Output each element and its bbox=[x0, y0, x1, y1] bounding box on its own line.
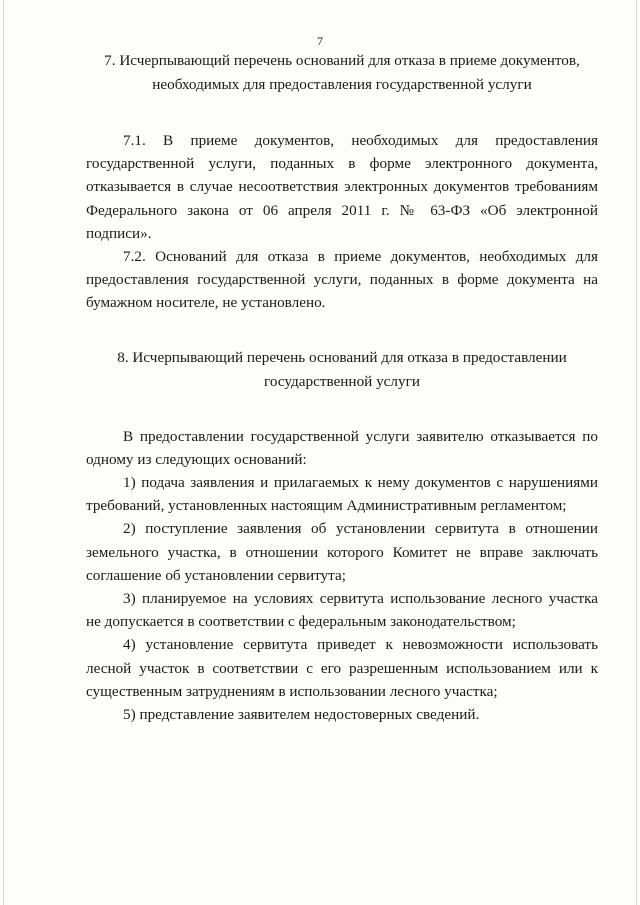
document-body bbox=[86, 49, 598, 726]
list-item: 3) планируемое на условиях сервитута использование лесного участка не допускается в соответствии с федеральным законодательством; bbox=[86, 590, 598, 631]
page-right-edge bbox=[636, 0, 637, 905]
section-8-heading bbox=[86, 346, 598, 394]
list-item: 1) подача заявления и прилагаемых к нему документов с нарушениями требований, установленных настоящим Административным регламентом; bbox=[86, 474, 598, 515]
paragraph-8-intro: В предоставлении государственной услуги заявителю отказывается по одному из следующих оснований: bbox=[86, 427, 598, 468]
list-item: 2) поступление заявления об установлении сервитута в отношении земельного участка, в отношении которого Комитет не вправе заключать соглашение об установлении сервитута; bbox=[86, 520, 598, 584]
page-number: 7 bbox=[317, 34, 323, 48]
page-left-edge bbox=[3, 0, 4, 905]
section-7-heading bbox=[86, 49, 598, 97]
section-7-heading-line-2: необходимых для предоставления государственной услуги bbox=[152, 76, 532, 93]
paragraph-7-2: 7.2. Оснований для отказа в приеме документов, необходимых для предоставления государственной услуги, поданных в форме документа на бумажном носителе, не установлено. bbox=[86, 248, 598, 312]
list-item: 4) установление сервитута приведет к невозможности использовать лесной участок в соответствии с его разрешенным использованием или к существенным затруднениям в использовании лесного участка; bbox=[86, 636, 598, 700]
section-8-heading-line-1: 8. Исчерпывающий перечень оснований для отказа в предоставлении bbox=[117, 348, 567, 366]
section-7-heading-line-1: 7. Исчерпывающий перечень оснований для отказа в приеме документов, bbox=[104, 52, 580, 69]
section-8-heading-line-2: государственной услуги bbox=[264, 372, 420, 390]
paragraph-7-1: 7.1. В приеме документов, необходимых для предоставления государственной услуги, поданных в форме электронного документа, отказывается в случае несоответствия электронных документов требованиям Федерального закона от 06 апреля 2011 г. № 63-ФЗ «Об электронной подписи». bbox=[86, 132, 598, 242]
list-item: 5) представление заявителем недостоверных сведений. bbox=[123, 706, 480, 724]
